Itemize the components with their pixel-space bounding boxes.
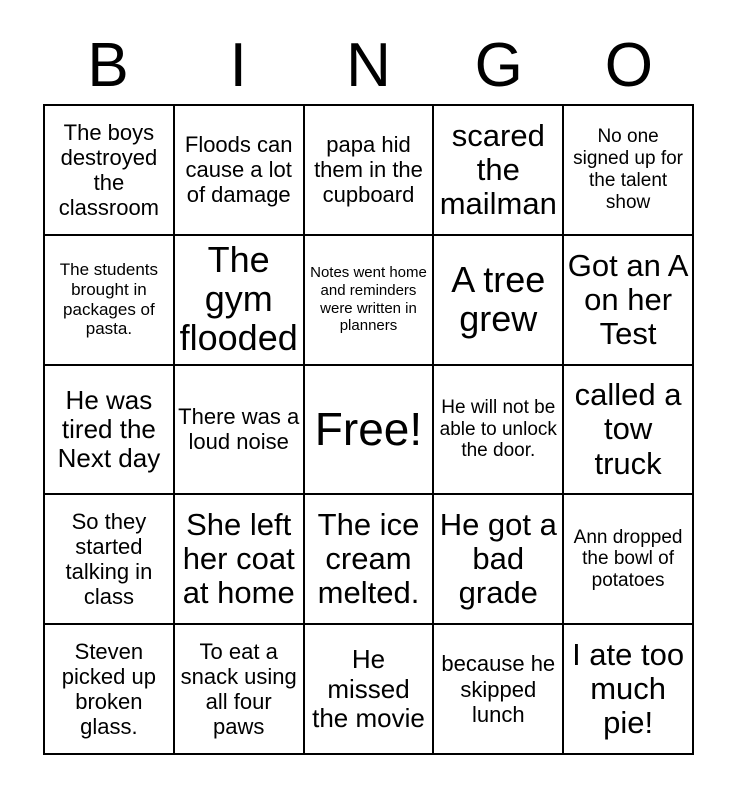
bingo-cell-text: He missed the movie — [312, 644, 425, 733]
bingo-cell-text: The boys destroyed the classroom — [58, 119, 160, 220]
bingo-cell[interactable] — [434, 366, 564, 496]
bingo-cell[interactable] — [175, 495, 305, 625]
bingo-cell-text: Ann dropped the bowl of potatoes — [573, 526, 683, 592]
bingo-cell[interactable] — [175, 366, 305, 496]
bingo-cell-text: Floods can cause a lot of damage — [184, 132, 293, 208]
bingo-cell-text: He will not be able to unlock the door. — [439, 396, 557, 462]
bingo-cell[interactable] — [305, 625, 435, 755]
bingo-cell[interactable] — [45, 366, 175, 496]
bingo-cell-text: Steven picked up broken glass. — [61, 638, 156, 740]
bingo-cell-text: papa hid them in the cupboard — [314, 132, 423, 208]
bingo-cell-text: She left her coat at home — [182, 507, 295, 611]
bingo-cell[interactable] — [564, 236, 694, 366]
bingo-header-row — [43, 28, 694, 104]
bingo-cell-text: because he skipped lunch — [441, 651, 556, 727]
bingo-cell-text: No one signed up for the talent show — [573, 126, 684, 213]
header-letter-i: I — [229, 31, 247, 100]
bingo-cell-text: Notes went home and reminders were written in planners — [310, 264, 427, 335]
bingo-cell-text: scared the mailman — [439, 117, 557, 221]
bingo-cell[interactable] — [175, 106, 305, 236]
bingo-cell-free[interactable] — [305, 366, 435, 496]
bingo-cell[interactable] — [305, 236, 435, 366]
bingo-cell[interactable] — [434, 106, 564, 236]
bingo-cell[interactable] — [564, 106, 694, 236]
bingo-cell-text: So they started talking in class — [65, 509, 153, 610]
bingo-cell-text: Got an A on her Test — [567, 247, 689, 351]
bingo-cell-text: I ate too much pie! — [572, 636, 685, 741]
bingo-cell[interactable] — [564, 366, 694, 496]
bingo-cell[interactable] — [175, 625, 305, 755]
bingo-cell[interactable] — [564, 495, 694, 625]
bingo-cell[interactable] — [45, 106, 175, 236]
header-letter-o: O — [604, 31, 653, 100]
bingo-cell[interactable] — [434, 625, 564, 755]
header-letter-n: N — [346, 31, 391, 100]
bingo-cell[interactable] — [564, 625, 694, 755]
bingo-cell[interactable] — [175, 236, 305, 366]
bingo-cell-text: There was a loud noise — [178, 404, 300, 455]
bingo-cell-text: The gym flooded — [179, 239, 298, 359]
header-letter-b: B — [87, 31, 129, 100]
bingo-cell-text: To eat a snack using all four paws — [180, 638, 297, 740]
bingo-cell-text: A tree grew — [451, 258, 546, 339]
bingo-grid — [43, 104, 694, 755]
header-letter-g: G — [474, 31, 523, 100]
bingo-cell[interactable] — [305, 495, 435, 625]
bingo-cell[interactable] — [45, 236, 175, 366]
bingo-cell-text: The students brought in packages of pasta. — [59, 260, 159, 339]
bingo-cell[interactable] — [45, 625, 175, 755]
bingo-cell[interactable] — [434, 236, 564, 366]
bingo-cell-text: Free! — [314, 403, 423, 456]
bingo-cell-text: He was tired the Next day — [57, 384, 161, 474]
bingo-cell[interactable] — [305, 106, 435, 236]
bingo-cell[interactable] — [434, 495, 564, 625]
bingo-cell[interactable] — [45, 495, 175, 625]
bingo-cell-text: called a tow truck — [574, 377, 682, 481]
bingo-cell-text: The ice cream melted. — [317, 507, 420, 611]
bingo-cell-text: He got a bad grade — [439, 507, 557, 611]
